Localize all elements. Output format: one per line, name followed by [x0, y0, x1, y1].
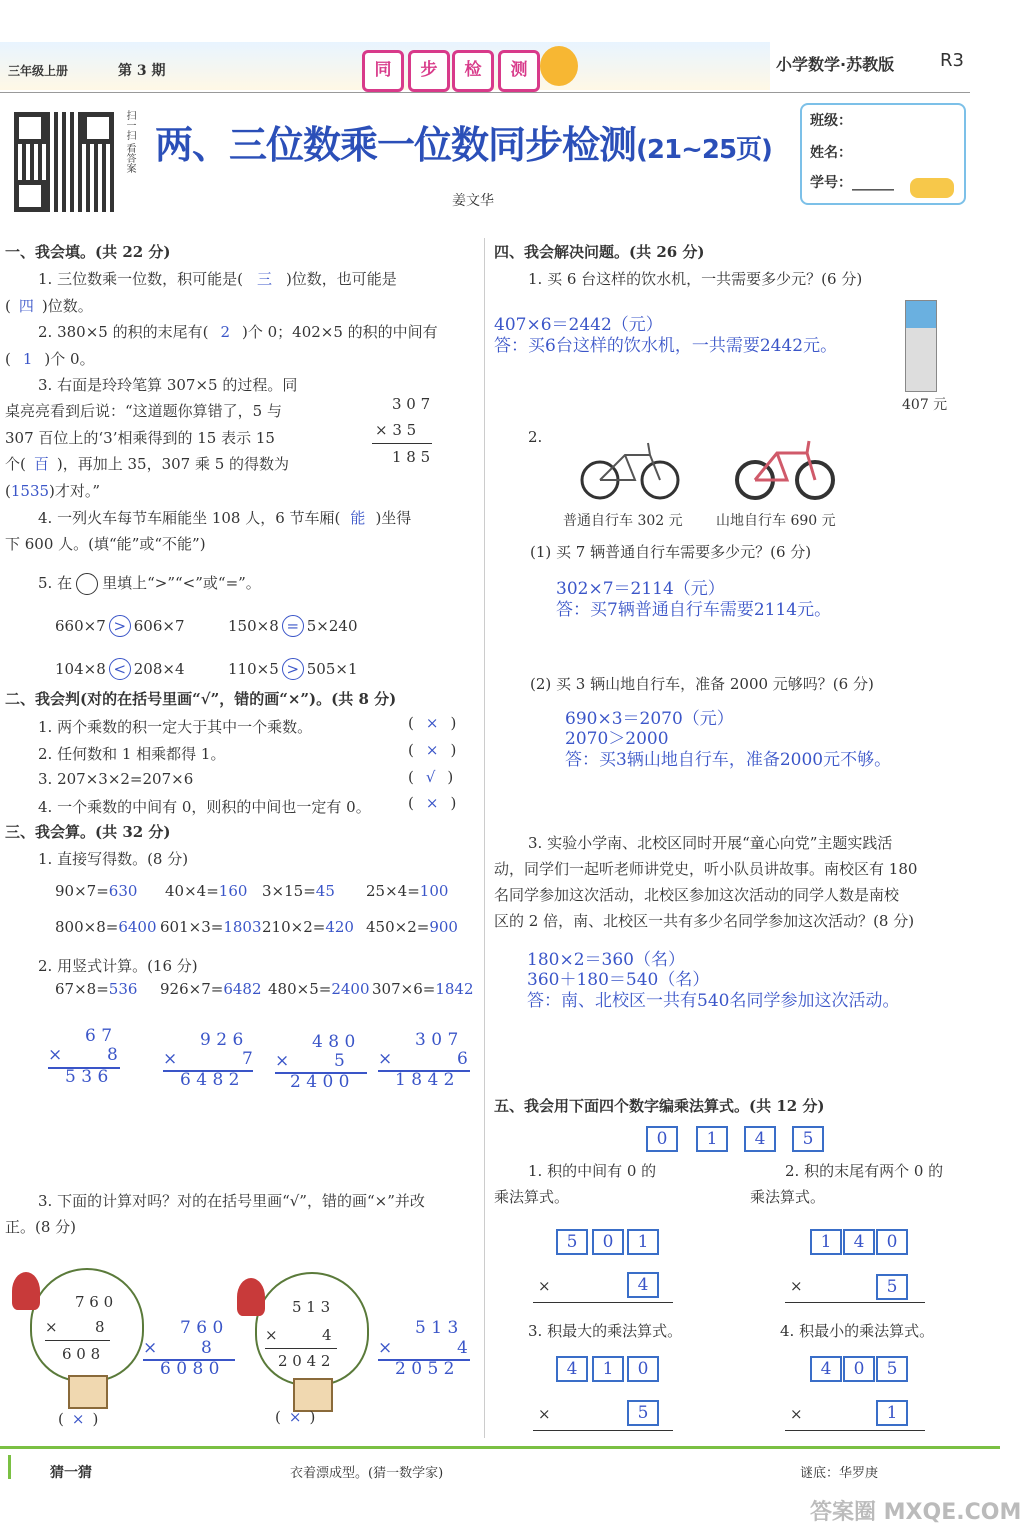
riddle-label: 猜一猜	[50, 1465, 92, 1481]
problem-3-equation-2: 360＋180＝540（名）	[527, 970, 710, 990]
problem-3-answer: 答：南、北校区一共有540名同学参加这次活动。	[527, 991, 900, 1011]
times-icon: ×	[378, 1338, 393, 1358]
compare-item-4: 110×5 > 505×1	[228, 660, 358, 678]
page-title: 两、三位数乘一位数同步检测(21~25页)	[155, 123, 772, 167]
woodpecker-icon	[12, 1272, 40, 1310]
tree-1-result: 6 0 8	[62, 1345, 101, 1363]
oral-item-3: 3×15=45	[262, 882, 335, 900]
vert-q-4: 307×6=1842	[372, 980, 474, 998]
vert-4-mul: 6	[457, 1049, 468, 1069]
answer-digit: 4	[843, 1229, 875, 1255]
header-divider	[0, 92, 970, 93]
tree-2-top: 5 1 3	[292, 1298, 331, 1316]
times-icon: ×	[265, 1326, 278, 1344]
problem-2-2-compare: 2070＞2000	[565, 729, 669, 749]
problem-2-2-answer: 答：买3辆山地自行车，准备2000元不够。	[565, 750, 892, 770]
oral-item-1: 90×7=630	[55, 882, 138, 900]
author: 姜文华	[452, 193, 494, 209]
vert-q-2: 926×7=6482	[160, 980, 262, 998]
times-icon: ×	[48, 1045, 63, 1065]
tree-1-top: 7 6 0	[75, 1293, 114, 1311]
name-field-label: 姓名：	[810, 145, 852, 161]
q2-line2: ( 1 )个 0。	[5, 350, 95, 368]
problem-3-line2: 动，同学们一起听老师讲党史，听小队员讲故事。南校区有 180	[494, 860, 918, 878]
grade-label: 三年级上册	[8, 64, 69, 78]
tiger-mascot-icon	[540, 46, 578, 86]
times-icon: ×	[538, 1405, 551, 1423]
judge-answer-1: ( × )	[408, 714, 457, 732]
answer-digit: 1	[627, 1229, 659, 1255]
section-2-heading: 二、我会判(对的在括号里画“√”，错的画“×”)。(共 8 分)	[5, 690, 397, 708]
compare-item-1: 660×7 > 606×7	[55, 617, 185, 635]
id-field-label: 学号：______	[810, 175, 894, 191]
times-icon: ×	[378, 1049, 393, 1069]
issue-label: 第 3 期	[118, 63, 166, 79]
times-icon: ×	[163, 1049, 178, 1069]
problem-2-1-answer: 答：买7辆普通自行车需要2114元。	[556, 600, 832, 620]
watermark: 答案圈 MXQE.COM	[810, 1500, 1021, 1525]
banner-char-4: 测	[498, 50, 540, 92]
digit-card: 1	[696, 1126, 728, 1152]
tree-2-result: 2 0 4 2	[278, 1352, 331, 1370]
problem-1: 1. 买 6 台这样的饮水机，一共需要多少元？(6 分)	[528, 270, 863, 288]
vert-1-result: 5 3 6	[65, 1067, 109, 1087]
bracket-icon	[8, 1455, 17, 1479]
oral-item-5: 800×8=6400	[55, 918, 157, 936]
answer-digit: 5	[556, 1229, 588, 1255]
qr-caption: 扫一扫 看答案	[124, 110, 135, 174]
subject-label: 小学数学·苏教版	[776, 55, 895, 74]
oral-item-4: 25×4=100	[366, 882, 449, 900]
answer-digit: 4	[556, 1356, 588, 1382]
tree-1-mul: 8	[95, 1318, 105, 1336]
q3-line4: 个( 百 )，再加上 35，307 乘 5 的得数为	[5, 455, 290, 473]
circle-icon	[76, 573, 98, 595]
case-2-line1: 2. 积的末尾有两个 0 的	[785, 1162, 944, 1180]
case-4: 4. 积最小的乘法算式。	[780, 1322, 935, 1340]
city-bike-icon	[580, 435, 680, 501]
bike-2-price: 山地自行车 690 元	[716, 513, 836, 529]
banner-char-1: 同	[362, 50, 404, 92]
q4-line1: 4. 一列火车每节车厢能坐 108 人，6 节车厢( 能 )坐得	[38, 509, 412, 527]
tree-2-mul: 4	[322, 1326, 332, 1344]
judge-item-1: 1. 两个乘数的积一定大于其中一个乘数。	[38, 718, 313, 736]
q3-calc-result: 1 8 5	[392, 448, 431, 466]
vert-2-top: 9 2 6	[200, 1030, 244, 1050]
times-icon: ×	[143, 1338, 158, 1358]
tree-trunk-icon	[293, 1378, 333, 1412]
riddle-text: 衣着漂成型。(猜一数学家)	[290, 1466, 444, 1481]
judge-item-4: 4. 一个乘数的中间有 0，则积的中间也一定有 0。	[38, 798, 371, 816]
page-code: R3	[940, 50, 964, 71]
q2-line1: 2. 380×5 的积的末尾有( 2 )个 0；402×5 的积的中间有	[38, 323, 438, 341]
digit-card: 0	[646, 1126, 678, 1152]
digit-card: 4	[744, 1126, 776, 1152]
tree-trunk-icon	[68, 1375, 108, 1409]
judge-item-2: 2. 任何数和 1 相乘都得 1。	[38, 745, 226, 763]
water-dispenser-icon	[905, 300, 937, 392]
bike-1-price: 普通自行车 302 元	[563, 513, 683, 529]
times-icon: ×	[538, 1277, 551, 1295]
vertical-calc-title: 2. 用竖式计算。(16 分)	[38, 957, 198, 975]
vert-4-top: 3 0 7	[415, 1030, 459, 1050]
q5-prompt: 5. 在 里填上“>”“<”或“=”。	[38, 572, 261, 595]
case-3: 3. 积最大的乘法算式。	[528, 1322, 683, 1340]
oral-item-6: 601×3=1803	[160, 918, 262, 936]
mountain-bike-icon	[735, 435, 835, 501]
section-4-heading: 四、我会解决问题。(共 26 分)	[494, 243, 705, 261]
compare-item-2: 150×8 = 5×240	[228, 617, 358, 635]
fix-2-mul: 4	[457, 1338, 468, 1358]
problem-2-1: (1) 买 7 辆普通自行车需要多少元？(6 分)	[530, 543, 812, 561]
judge-answer-4: ( × )	[408, 794, 457, 812]
q3-line3: 307 百位上的‘3’相乘得到的 15 表示 15	[5, 429, 275, 447]
judge-item-3: 3. 207×3×2=207×6	[38, 770, 194, 788]
times-icon: ×	[45, 1318, 58, 1336]
section-5-heading: 五、我会用下面四个数字编乘法算式。(共 12 分)	[494, 1097, 825, 1115]
oral-item-2: 40×4=160	[165, 882, 248, 900]
q1-line1: 1. 三位数乘一位数，积可能是( 三 )位数，也可能是	[38, 270, 397, 288]
section-1-heading: 一、我会填。(共 22 分)	[5, 243, 171, 261]
problem-2-number: 2.	[528, 428, 543, 446]
times-icon: ×	[790, 1277, 803, 1295]
answer-digit: 0	[592, 1229, 624, 1255]
digit-card: 5	[792, 1126, 824, 1152]
q3-line2: 桌亮亮看到后说：“这道题你算错了，5 与	[5, 402, 282, 420]
oral-calc-title: 1. 直接写得数。(8 分)	[38, 850, 189, 868]
check-calc-line2: 正。(8 分)	[5, 1218, 77, 1236]
fix-1-result: 6 0 8 0	[160, 1359, 220, 1379]
column-divider	[484, 238, 485, 1438]
answer-digit: 0	[876, 1229, 908, 1255]
problem-2-2-equation: 690×3＝2070（元）	[565, 709, 734, 729]
oral-item-7: 210×2=420	[262, 918, 354, 936]
q3-calc-mul: × 3 5	[375, 421, 417, 439]
problem-3-line1: 3. 实验小学南、北校区同时开展“童心向党”主题实践活	[528, 834, 893, 852]
problem-3-line3: 名同学参加这次活动，北校区参加这次活动的同学人数是南校	[494, 886, 900, 904]
vert-2-mul: 7	[242, 1049, 253, 1069]
q3-line1: 3. 右面是玲玲笔算 307×5 的过程。同	[38, 376, 298, 394]
q3-calc-top: 3 0 7	[392, 395, 431, 413]
banner-char-2: 步	[408, 50, 450, 92]
answer-digit: 4	[627, 1272, 659, 1298]
vert-1-mul: 8	[107, 1045, 118, 1065]
times-icon: ×	[790, 1405, 803, 1423]
riddle-answer: 谜底：华罗庚	[800, 1466, 879, 1481]
answer-digit: 5	[627, 1400, 659, 1426]
times-icon: ×	[275, 1051, 290, 1071]
judge-answer-2: ( × )	[408, 741, 457, 759]
answer-digit: 5	[876, 1356, 908, 1382]
vert-q-1: 67×8=536	[55, 980, 138, 998]
tree-1-mark: ( × )	[58, 1410, 99, 1428]
qr-code-icon	[14, 112, 114, 212]
answer-digit: 5	[876, 1274, 908, 1300]
cartoon-icon	[910, 178, 954, 198]
vert-2-result: 6 4 8 2	[180, 1070, 240, 1090]
tree-2-mark: ( × )	[275, 1408, 316, 1426]
judge-answer-3: ( √ )	[408, 768, 454, 786]
class-field-label: 班级：	[810, 113, 852, 129]
problem-1-answer: 答：买6台这样的饮水机，一共需要2442元。	[494, 336, 838, 356]
fix-2-result: 2 0 5 2	[395, 1359, 455, 1379]
answer-digit: 1	[592, 1356, 624, 1382]
answer-digit: 0	[627, 1356, 659, 1382]
problem-2-2: (2) 买 3 辆山地自行车，准备 2000 元够吗？(6 分)	[530, 675, 874, 693]
q3-line5: (1535)才对。”	[5, 482, 101, 500]
vert-q-3: 480×5=2400	[268, 980, 370, 998]
vert-3-mul: 5	[334, 1051, 345, 1071]
vert-4-result: 1 8 4 2	[395, 1070, 455, 1090]
case-2-line2: 乘法算式。	[750, 1188, 826, 1206]
oral-item-8: 450×2=900	[366, 918, 458, 936]
q4-line2: 下 600 人。(填“能”或“不能”)	[5, 535, 206, 553]
problem-2-1-equation: 302×7＝2114（元）	[556, 579, 725, 599]
fix-1-top: 7 6 0	[180, 1318, 224, 1338]
problem-3-equation-1: 180×2＝360（名）	[527, 950, 685, 970]
section-3-heading: 三、我会算。(共 32 分)	[5, 823, 171, 841]
answer-digit: 1	[876, 1400, 908, 1426]
fix-1-mul: 8	[201, 1338, 212, 1358]
answer-digit: 4	[810, 1356, 842, 1382]
compare-item-3: 104×8 < 208×4	[55, 660, 185, 678]
banner-char-3: 检	[452, 50, 494, 92]
answer-digit: 1	[810, 1229, 842, 1255]
vert-1-top: 6 7	[85, 1026, 113, 1046]
fix-2-top: 5 1 3	[415, 1318, 459, 1338]
q1-line2: ( 四 )位数。	[5, 297, 93, 315]
problem-3-line4: 区的 2 倍，南、北校区一共有多少名同学参加这次活动？(8 分)	[494, 912, 915, 930]
woodpecker-icon	[237, 1278, 265, 1316]
dispenser-price: 407 元	[902, 397, 948, 413]
vert-3-top: 4 8 0	[312, 1032, 356, 1052]
case-1-line2: 乘法算式。	[494, 1188, 570, 1206]
vert-3-result: 2 4 0 0	[290, 1072, 350, 1092]
case-1-line1: 1. 积的中间有 0 的	[528, 1162, 657, 1180]
check-calc-line1: 3. 下面的计算对吗？对的在括号里画“√”，错的画“×”并改	[38, 1192, 425, 1210]
answer-digit: 0	[843, 1356, 875, 1382]
problem-1-equation: 407×6＝2442（元）	[494, 315, 663, 335]
